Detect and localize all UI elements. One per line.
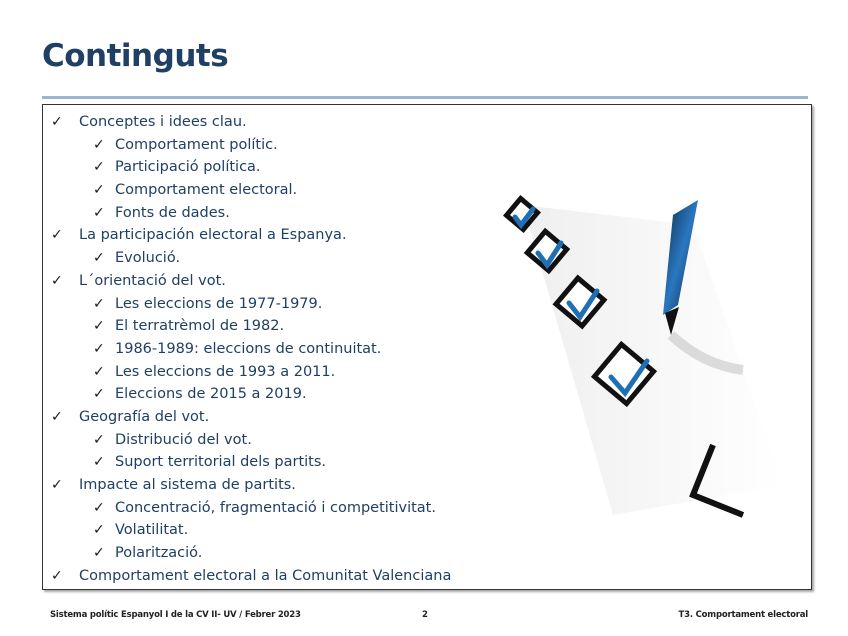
contents-list — [51, 111, 451, 587]
checkmark-icon: ✓ — [51, 272, 63, 289]
checkmark-icon: ✓ — [93, 340, 105, 357]
contents-item-label: Comportament polític. — [115, 136, 278, 153]
checkmark-icon: ✓ — [93, 522, 105, 539]
contents-item — [51, 293, 451, 316]
contents-item — [51, 156, 451, 179]
checklist-pen-icon — [493, 195, 783, 525]
contents-item-label: Les eleccions de 1993 a 2011. — [115, 363, 336, 380]
checkmark-icon: ✓ — [93, 318, 105, 335]
contents-item — [51, 111, 451, 134]
checkmark-icon: ✓ — [93, 295, 105, 312]
checkmark-icon: ✓ — [93, 454, 105, 471]
checkmark-icon: ✓ — [93, 204, 105, 221]
contents-item — [51, 497, 451, 520]
checkmark-icon: ✓ — [93, 250, 105, 267]
footer-page-number: 2 — [422, 610, 428, 620]
contents-item — [51, 383, 451, 406]
contents-item-label: L´orientació del vot. — [79, 272, 226, 289]
checkmark-icon: ✓ — [51, 114, 63, 130]
contents-item — [51, 542, 451, 565]
contents-item-label: Les eleccions de 1977-1979. — [115, 295, 323, 312]
checkmark-icon: ✓ — [93, 182, 105, 199]
contents-item-label: 1986-1989: eleccions de continuitat. — [115, 340, 382, 357]
checkmark-icon: ✓ — [93, 386, 105, 403]
footer-course: Sistema polític Espanyol I de la CV II- UV / Febrer 2023 — [50, 610, 301, 620]
checkmark-icon: ✓ — [51, 227, 63, 244]
contents-item-label: Participació política. — [115, 159, 261, 176]
checkmark-icon: ✓ — [51, 477, 63, 493]
contents-item-label: Suport territorial dels partits. — [115, 454, 327, 471]
contents-item-label: Volatilitat. — [115, 522, 189, 539]
checkmark-icon: ✓ — [51, 567, 63, 584]
contents-item — [51, 429, 451, 452]
contents-item — [51, 134, 451, 157]
contents-item-label: Eleccions de 2015 a 2019. — [115, 386, 307, 403]
contents-item-label: La participación electoral a Espanya. — [79, 227, 347, 244]
contents-item — [51, 202, 451, 225]
contents-item-label: Comportament electoral a la Comunitat Valenciana — [79, 567, 452, 584]
contents-item — [51, 315, 451, 338]
contents-item — [51, 451, 451, 474]
checkmark-icon: ✓ — [93, 363, 105, 380]
contents-item-label: Comportament electoral. — [115, 182, 298, 199]
contents-item — [51, 179, 451, 202]
checkmark-icon: ✓ — [51, 408, 63, 425]
contents-item-label: Distribució del vot. — [115, 431, 252, 448]
checkmark-icon: ✓ — [93, 431, 105, 448]
contents-item-label: Evolució. — [115, 250, 181, 267]
contents-item — [51, 270, 451, 293]
checkmark-icon: ✓ — [93, 545, 105, 562]
slide-title: Continguts — [42, 38, 229, 74]
footer-topic: T3. Comportament electoral — [678, 610, 808, 620]
contents-item — [51, 474, 451, 497]
content-box — [42, 104, 812, 590]
contents-item — [51, 224, 451, 247]
title-divider — [42, 96, 808, 99]
contents-item — [51, 247, 451, 270]
checkmark-icon: ✓ — [93, 136, 105, 153]
contents-item — [51, 519, 451, 542]
checkmark-icon: ✓ — [93, 159, 105, 176]
contents-item — [51, 338, 451, 361]
contents-item-label: Geografía del vot. — [79, 408, 210, 425]
contents-item — [51, 361, 451, 384]
contents-item-label: Concentració, fragmentació i competitivitat. — [115, 499, 436, 516]
contents-item-label: Fonts de dades. — [115, 204, 230, 221]
contents-item-label: Impacte al sistema de partits. — [79, 477, 296, 493]
contents-item-label: Conceptes i idees clau. — [79, 114, 247, 130]
contents-item — [51, 565, 451, 588]
contents-item-label: Polarització. — [115, 545, 203, 562]
contents-item — [51, 406, 451, 429]
contents-item-label: El terratrèmol de 1982. — [115, 318, 285, 335]
checkmark-icon: ✓ — [93, 499, 105, 516]
